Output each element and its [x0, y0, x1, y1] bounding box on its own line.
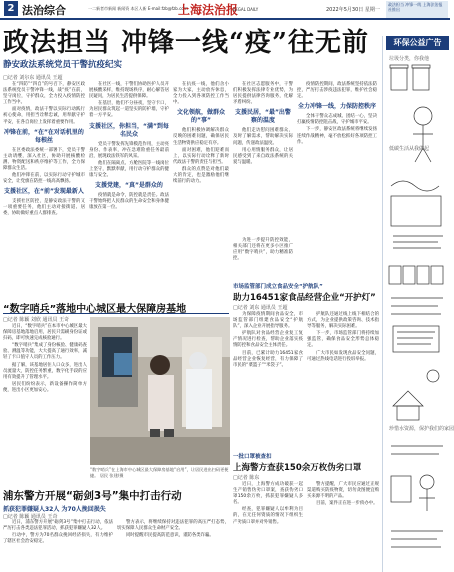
digital-sentinel-column-2: 为进一步提升防控效能，相关部门还将在更多小区推广应用“数字哨兵”，助力精准防控。 — [233, 238, 293, 262]
masthead-right-box: 政法担当 冲锋一线 上海法治报社推出 — [386, 1, 448, 18]
ad-line-2: 低碳生活从我做起 — [389, 146, 430, 152]
photo-scene — [90, 317, 230, 465]
lead-subsection-1: 冲锋在前，“在”在对话机里的每根丝 — [4, 128, 84, 144]
masthead-meta: 一二新者市新闻 新闻资 本区人新 E-mail:fzb@fzb.com — [88, 6, 188, 11]
ad-line-3: 珍惜水资源，保护我们的家园 — [389, 426, 454, 432]
ad-illustrations — [383, 36, 451, 572]
counterfeit-byline: □记者 陈东 — [233, 475, 260, 481]
food-safety-column-2: 护航队还通过线上线下相结合的方式，为企业提供政策咨询、技术指导等服务，解决实际困难。 下一步，市场监管部门将持续加强监管，确保食品安全形势总体稳定。 广大市民如发现食品安全问题，可通过热线电话进行投诉举报。 — [307, 312, 379, 362]
lead-column-5: 疫情防控期间，政法系统坚持依法防控，严厉打击涉疫违法犯罪，维护社会稳定。 全力冲锋一线，力保防控秩序 全体干警众志成城、团结一心，坚决打赢疫情防控阻击战，守护城市平安。 下一步，静安区政法系统将继续发扬连续作战精神，毫不放松抓好各项防控工作。 — [297, 82, 377, 145]
lead-byline: □记者 刘尔东 通讯员 王超 — [3, 75, 63, 81]
issue-date: 2022年5月30日 星期一 — [326, 7, 380, 13]
lead-headline: 政法担当 冲锋一线“疫”往无前 — [3, 28, 369, 58]
digital-sentinel-photo — [90, 317, 230, 465]
ad-line-1: 垃圾分类，你我他 — [389, 56, 430, 62]
newspaper-brand-sub: LEGAL DAILY — [233, 7, 259, 12]
police-operation-column-2: 警方表示，将继续保持对违法犯罪的高压严打态势，切实保障人民群众生命财产安全。 同时提醒市民提高防范意识，谨防各类诈骗。 — [117, 520, 229, 539]
lead-midsub-2: 支援党建，“真”是群众的 — [95, 182, 163, 190]
counterfeit-column-1: 近日，上海警方成功破获一起生产销售伪劣口罩案，查获伪劣口罩150余万枚，抓获犯罪嫌疑人多名。 经查，犯罪嫌疑人以牟利为目的，在无任何资质的情况下组织生产劣质口罩并对外销售。 — [233, 482, 303, 525]
digital-sentinel-column-1: 近日，“数字哨兵”在本市中心城区最大保障房基地落地启用，居民只需刷身份证或扫码，即可快速完成核验通行。 “数字哨兵”集成了身份核验、健康码查验、测温等功能，大大提高了通行效率，减轻了卡口值守人员的工作压力。 据了解，该基地居住人口众多，进出人员流量大，防控任务繁重，数字化手段的应用有效提升了管理水平。 居民们纷纷表示，新设备操作简单方便，进出小区更加安心。 — [3, 324, 87, 393]
lead-midsub-3: 文化领航，做群众的”事” — [176, 109, 225, 125]
digital-sentinel-byline: □记者 陈颖 刘欣 通讯员 王奇 — [3, 317, 70, 323]
lead-column-4: 在社区志愿服务中，干警们积极发挥法律专业优势，为居民提供法律咨询服务，化解矛盾纠纷。 支援民居，“最”出警察的温度 他们走访慰问困难群众，及时了解需求，帮助解决实际问题，传递政法温度。 用心用情服务群众，让居民感受到了来自政法系统的关爱与温暖。 — [233, 82, 293, 165]
police-operation-headline: 浦东警方开展“砺剑3号”集中打击行动 — [3, 490, 182, 502]
food-safety-column-1: 为保障疫情期间食品安全，市场监管部门组建食品安全“护航队”，深入企业开展指导服务。 护航队对食品经营企业复工复产情况进行检查，帮助企业落实疫情防控和食品安全主体责任。 目前，已累计助力16451家食品经营企业恢复经营，有力保障了市民的“菜篮子”“米袋子”。 — [233, 312, 303, 368]
food-safety-kicker: 市场监管部门成立食品安全“护航队” — [233, 284, 323, 290]
food-safety-headline: 助力16451家食品经营企业“开护灯” — [233, 293, 376, 303]
lead-column-2: 在社区一线，干警们协助医护人员开展核酸采样，维持现场秩序，耐心解答居民疑问，为居民生活提供保障。 在基层，他们不分昼夜，坚守卡口，为居民群众筑起一道坚实的防护墙，守护着一方平安。 支援社区，你担当，“满”到每名民众 党员干警发挥先锋模范作用，主动亮身份、作表率，冲在急难险重任务最前沿，展现政法铁军的风采。 他们在隔离点、方舱医院等一线岗位上坚守，默默奉献，用行动守护群众的健康与安全。 支援党建，“真”是群众的 疫情就是命令，防控就是责任。政法干警始终把人民群众的生命安全和身体健康放在第一位。 — [89, 82, 169, 211]
lead-column-1: 在“四防”“四自”的号召下，静安区政法系统党员干警冲锋一线，战“疫”在前，坚守岗位，守护群众，全力投入疫情防控工作当中。 面对疫情，政法干警以实际行动践行初心使命，用担当诠释忠诚，用奉献守护平安，在各自岗位上发挥着重要作用。 冲锋在前，“在”在对话机里的每根丝 在区委政法委统一部署下，党员干警主动请缨，深入社区，协助开展核酸检测、物资配送和秩序维护等工作，全力保障群众生活。 他们冲锋在前，以实际行动守护城市安全，让党旗在防控一线高高飘扬。 支援社区，在“前”发现最新人 支援社区防控，是静安政法干警的又一项重要任务，他们主动对接街道、居委，协助做好重点人群排查。 — [3, 82, 85, 217]
counterfeit-kicker: 一批口罩被查扣 — [233, 454, 272, 460]
lead-subsection-4: 全力冲锋一线，力保防控秩序 — [297, 103, 376, 111]
counterfeit-column-2: 警方提醒，广大市民应通过正规渠道购买防疫物资，切勿贪图便宜购买来源不明的产品。 目前，案件正在进一步侦办中。 — [307, 482, 379, 507]
police-operation-column-1: 近日，浦东警方开展“砺剑3号”集中打击行动，依法严厉打击各类违法犯罪活动，抓获犯罪嫌疑人32人。 行动中，警方为70名群众挽回经济损失，有力维护了辖区社会治安稳定。 — [3, 520, 113, 545]
newspaper-brand: 上海法治报 — [178, 3, 239, 17]
lead-subsection-2: 支援社区，在“前”发现最新人 — [4, 188, 84, 196]
ad-title: 环保公益广告 — [386, 36, 449, 50]
digital-sentinel-caption: “数字哨兵”在上海市中心城区最大保障房基地“启用”，让居民进出扫码更便捷。 居民 张建/摄 — [90, 467, 229, 478]
lead-subheadline: 静安政法系统党员干警抗疫纪实 — [3, 60, 123, 70]
police-operation-byline: □记者 陈颖 通讯员 王奇 — [3, 514, 58, 520]
masthead — [0, 0, 450, 20]
food-safety-byline: □记者 刘东 通讯员 王超 — [233, 305, 288, 311]
police-operation-subheadline: 抓获犯罪嫌疑人32人 为70人挽回损失 — [3, 506, 106, 513]
public-welfare-ad — [382, 36, 454, 572]
counterfeit-headline: 上海警方查获150余万枚伪劣口罩 — [233, 463, 362, 473]
lead-subsection-3: 支援民居，“最”出警察的温度 — [235, 109, 291, 125]
lead-midsub-1: 支援社区，你担当，“满”到每名民众 — [89, 122, 169, 138]
page-number: 2 — [4, 1, 18, 16]
section-name: 法治综合 — [22, 4, 66, 17]
digital-sentinel-headline: “数字哨兵”落地中心城区最大保障房基地 — [3, 304, 187, 315]
lead-column-3: 在抗疫一线，他们舍小家为大家，主动放弃休息，全力投入到各项防控工作当中。 文化领航，做群众的”事” 他们积极协调解决群众反映的困难问题，确保居民生活物资供应稳定有序。 面对困难，他们迎难而上，以实际行动诠释了新时代政法干警的责任与担当。 群众的点赞是对他们最大的肯定，也是激励他们继续前行的动力。 — [173, 82, 229, 185]
